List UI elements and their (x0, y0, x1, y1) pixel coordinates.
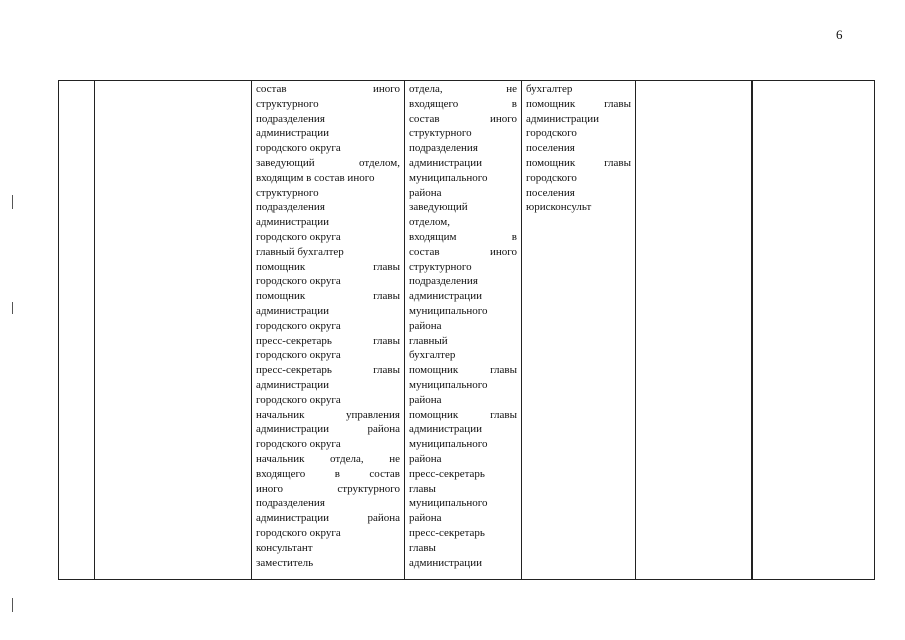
cell-text-line: заведующий отделом, (256, 156, 400, 169)
cell-text-line: администрации (256, 304, 329, 317)
cell-text-line: отдела, не (409, 83, 517, 95)
cell-text-line: входящего в состав (256, 467, 400, 480)
cell-text-line: городского округа (256, 438, 341, 451)
cell-text-line: администрации (409, 156, 482, 169)
cell-text-line: структурного (409, 127, 472, 140)
cell-text-line: муниципального (409, 304, 488, 317)
cell-text-line: администрации района (256, 423, 400, 436)
page-number: 6 (836, 27, 843, 42)
cell-text-line: консультант (256, 541, 313, 554)
cell-text-line: района (409, 186, 442, 199)
cell-text-line: поселения (526, 142, 575, 155)
cell-text-line: администрации (256, 216, 329, 229)
cell-text-line: главы (409, 482, 436, 495)
cell-text-line: входящим в состав иного (256, 171, 375, 184)
cell-text-line: администрации (409, 423, 482, 436)
cell-text-line: заместитель (256, 556, 314, 569)
cell-text-line: юрисконсульт (526, 201, 592, 214)
cell-text-line: бухгалтер (526, 83, 573, 95)
cell-text-line: отделом, (409, 216, 450, 229)
table-cell (405, 81, 522, 580)
cell-text-line: структурного (409, 260, 472, 273)
table-cell (59, 81, 95, 580)
cell-text-line: администрации (409, 556, 482, 569)
cell-text-line: городского округа (256, 393, 341, 406)
cell-text-line: помощник главы (409, 408, 517, 421)
scan-margin-mark (12, 598, 13, 612)
cell-text-line: муниципального (409, 438, 488, 451)
table-row (59, 81, 875, 580)
scan-margin-mark (12, 195, 13, 209)
cell-text-line: главы (409, 541, 436, 554)
cell-text-line: начальник отдела, не (256, 452, 400, 465)
cell-text-line: подразделения (409, 142, 478, 155)
table-cell (95, 81, 252, 580)
cell-text-line: района (409, 319, 442, 332)
cell-text-line: помощник главы (526, 156, 631, 169)
cell-text-line: администрации (526, 112, 599, 125)
cell-text-line: пресс-секретарь (409, 467, 485, 480)
cell-text-line: поселения (526, 186, 575, 199)
cell-text-line: заведующий (409, 201, 468, 214)
table-cell (636, 81, 752, 580)
cell-text-line: состав иного (256, 83, 400, 95)
cell-text-line: городского округа (256, 275, 341, 288)
cell-text-line: городского (526, 127, 577, 140)
cell-text-line: городского округа (256, 349, 341, 362)
document-table (58, 80, 875, 580)
cell-text-line: пресс-секретарь главы (256, 364, 400, 377)
scan-margin-mark (12, 302, 13, 314)
cell-text-line: иного структурного (256, 482, 400, 495)
cell-text-line: состав иного (409, 112, 517, 125)
cell-text-line: городского округа (256, 142, 341, 155)
cell-text-line: муниципального (409, 378, 488, 391)
cell-text-line: главный (409, 334, 448, 347)
cell-text-line: района (409, 393, 442, 406)
cell-text-line: подразделения (256, 201, 325, 214)
cell-text-line: структурного (256, 97, 319, 110)
cell-text-line: муниципального (409, 171, 488, 184)
cell-text-line: подразделения (409, 275, 478, 288)
cell-text-line: начальник управления (256, 408, 400, 421)
cell-text-line: района (409, 512, 442, 525)
cell-text-line: бухгалтер (409, 349, 456, 362)
cell-text-line: городского (526, 171, 577, 184)
cell-text-line: пресс-секретарь (409, 526, 485, 539)
cell-text-line: главный бухгалтер (256, 245, 344, 258)
cell-text-line: подразделения (256, 497, 325, 510)
cell-text-line: помощник главы (256, 260, 400, 273)
cell-text-line: помощник главы (526, 97, 631, 110)
cell-text-line: администрации (409, 290, 482, 303)
cell-text-line: администрации района (256, 512, 400, 525)
cell-text-line: входящего в (409, 97, 517, 110)
cell-text-line: городского округа (256, 230, 341, 243)
cell-text-line: городского округа (256, 526, 341, 539)
cell-text-line: городского округа (256, 319, 341, 332)
table-cell (522, 81, 636, 580)
cell-text-line: структурного (256, 186, 319, 199)
cell-text-line: помощник главы (409, 364, 517, 377)
cell-text-line: помощник главы (256, 290, 400, 303)
cell-text-line: муниципального (409, 497, 488, 510)
cell-text-line: подразделения (256, 112, 325, 125)
cell-text-line: входящим в (409, 230, 517, 243)
table-cell (252, 81, 405, 580)
table-cell (753, 81, 875, 580)
cell-text-line: пресс-секретарь главы (256, 334, 400, 347)
cell-text-line: администрации (256, 127, 329, 140)
cell-text-line: района (409, 452, 442, 465)
cell-text-line: администрации (256, 378, 329, 391)
cell-text-line: состав иного (409, 245, 517, 258)
